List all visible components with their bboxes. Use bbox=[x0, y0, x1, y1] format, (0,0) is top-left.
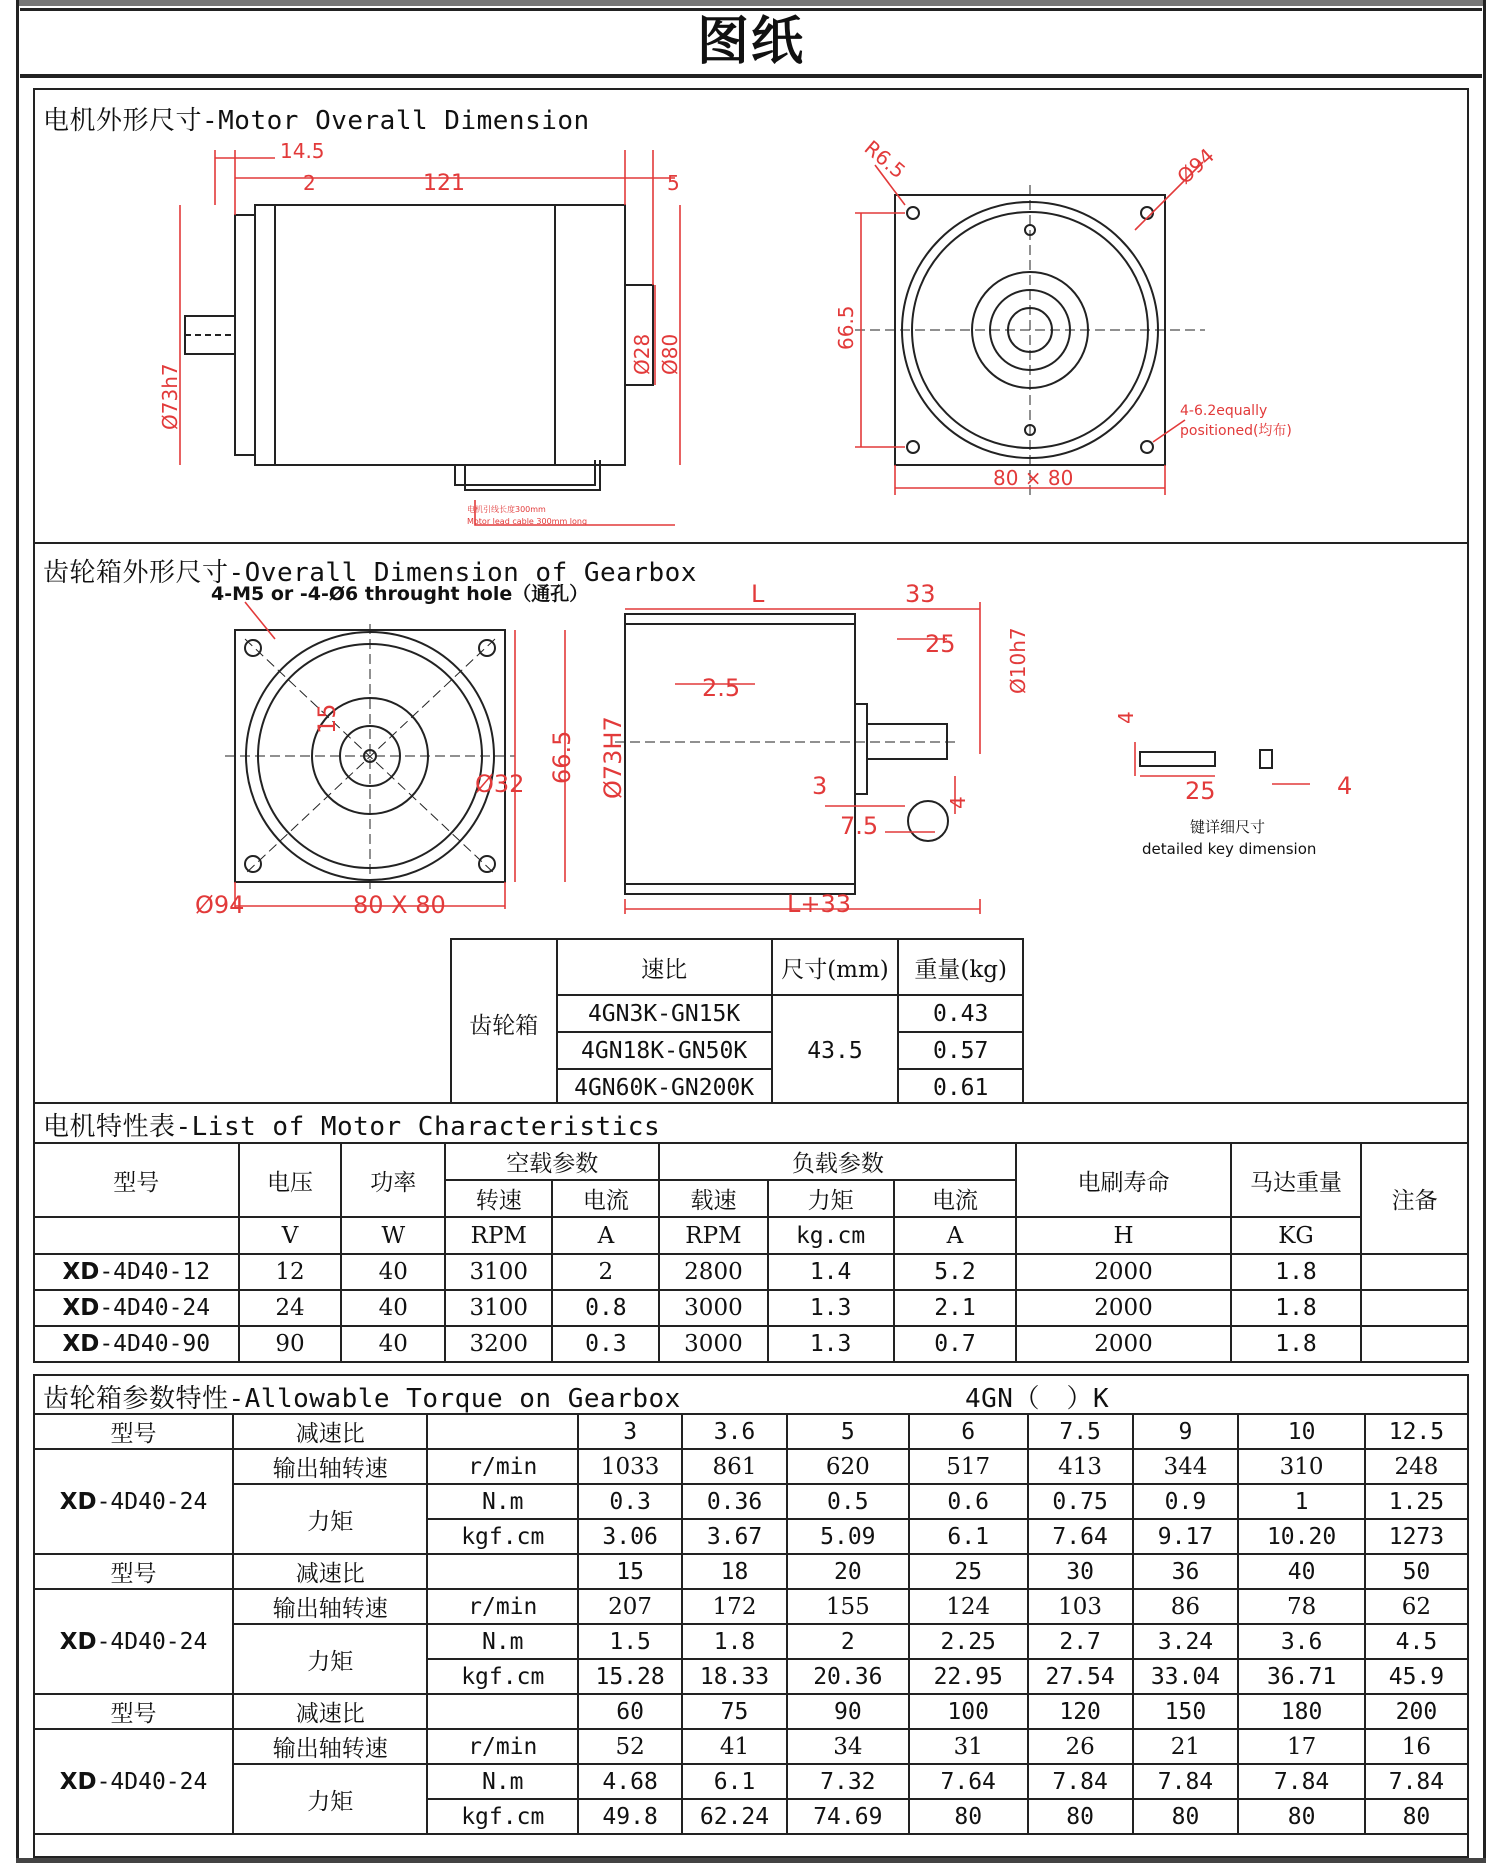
model-cell bbox=[34, 1589, 233, 1694]
characteristics-panel bbox=[33, 1102, 1469, 1357]
speed-value: 344 bbox=[1133, 1449, 1239, 1484]
speed-value: 248 bbox=[1365, 1449, 1468, 1484]
hole-note: 4-M5 or -4-Ø6 throught hole（通孔） bbox=[211, 583, 589, 605]
model-cell bbox=[34, 1729, 233, 1834]
label-torque: 力矩 bbox=[233, 1624, 427, 1694]
ratio-value: 150 bbox=[1133, 1694, 1239, 1729]
kgf-value: 1273 bbox=[1365, 1519, 1468, 1554]
dim-phi32: Ø32 bbox=[475, 770, 525, 798]
page-title: 图纸 bbox=[696, 12, 805, 72]
dim-33: 33 bbox=[905, 580, 936, 608]
speed-value: 620 bbox=[787, 1449, 909, 1484]
ratio-value: 90 bbox=[787, 1694, 909, 1729]
label-torque: 力矩 bbox=[233, 1764, 427, 1834]
dim-g94: Ø94 bbox=[195, 891, 245, 919]
ratio-value: 40 bbox=[1238, 1554, 1364, 1589]
kgf-value: 80 bbox=[909, 1799, 1028, 1834]
kgf-value: 80 bbox=[1365, 1799, 1468, 1834]
speed-value: 34 bbox=[787, 1729, 909, 1764]
speed-value: 26 bbox=[1028, 1729, 1133, 1764]
brand-prefix: XD bbox=[62, 1295, 100, 1321]
label-speed: 输出轴转速 bbox=[233, 1729, 427, 1764]
kgf-value: 10.20 bbox=[1238, 1519, 1364, 1554]
nm-value: 1.8 bbox=[682, 1624, 787, 1659]
col-weight: 重量(kg) bbox=[898, 939, 1023, 995]
model-name: -4D40-24 bbox=[96, 1768, 208, 1795]
brand-prefix: XD bbox=[59, 1488, 97, 1515]
ratio-value: 3 bbox=[578, 1414, 682, 1449]
lrpm-cell: 2800 bbox=[659, 1254, 767, 1290]
weight-cell: 0.61 bbox=[898, 1069, 1023, 1107]
la-cell: 5.2 bbox=[894, 1254, 1017, 1290]
torque-title: 齿轮箱参数特性-Allowable Torque on Gearbox bbox=[43, 1384, 681, 1414]
h-current: 电流 bbox=[552, 1180, 659, 1217]
ratio-value: 50 bbox=[1365, 1554, 1468, 1589]
label-model: 型号 bbox=[34, 1694, 233, 1729]
h-lcurrent: 电流 bbox=[894, 1180, 1017, 1217]
weight-cell: 0.57 bbox=[898, 1032, 1023, 1069]
cable-note-en: Motor lead cable 300mm long bbox=[467, 517, 588, 526]
key-dim-4a: 4 bbox=[1114, 711, 1138, 724]
nm-value: 6.1 bbox=[682, 1764, 787, 1799]
v-cell: 24 bbox=[239, 1290, 342, 1326]
h-load: 负载参数 bbox=[659, 1143, 1016, 1180]
label-ratio: 减速比 bbox=[233, 1694, 427, 1729]
nm-value: 7.64 bbox=[909, 1764, 1028, 1799]
dim-80x80: 80 × 80 bbox=[993, 466, 1074, 490]
unit-lrpm: RPM bbox=[659, 1217, 767, 1254]
kg-cell: 1.8 bbox=[1231, 1290, 1362, 1326]
kgf-value: 5.09 bbox=[787, 1519, 909, 1554]
lrpm-cell: 3000 bbox=[659, 1326, 767, 1362]
cable-note-cn: 电机引线长度300mm bbox=[467, 505, 546, 514]
unit-rmin: r/min bbox=[427, 1729, 578, 1764]
nm-value: 0.9 bbox=[1133, 1484, 1239, 1519]
label-model: 型号 bbox=[34, 1414, 233, 1449]
ratio-value: 180 bbox=[1238, 1694, 1364, 1729]
unit-kgfcm: kgf.cm bbox=[427, 1799, 578, 1834]
nm-value: 4.68 bbox=[578, 1764, 682, 1799]
unit-kgfcm: kgf.cm bbox=[427, 1519, 578, 1554]
dim-14-5: 14.5 bbox=[280, 139, 325, 163]
bottom-bar bbox=[16, 1858, 1486, 1863]
h-torque: 力矩 bbox=[768, 1180, 894, 1217]
rpm-cell: 3100 bbox=[445, 1290, 552, 1326]
dim-73H7: Ø73H7 bbox=[599, 716, 627, 799]
dim-phi94: Ø94 bbox=[1172, 143, 1219, 189]
dim-5: 5 bbox=[667, 171, 680, 195]
model-cell bbox=[34, 1449, 233, 1554]
h-voltage: 电压 bbox=[239, 1143, 342, 1217]
speed-value: 62 bbox=[1365, 1589, 1468, 1624]
dim-73h7: Ø73h7 bbox=[158, 363, 182, 430]
speed-value: 16 bbox=[1365, 1729, 1468, 1764]
unit-kgfcm: kgf.cm bbox=[427, 1659, 578, 1694]
kgf-value: 9.17 bbox=[1133, 1519, 1239, 1554]
nm-value: 7.32 bbox=[787, 1764, 909, 1799]
h-cell: 2000 bbox=[1016, 1254, 1230, 1290]
unit-blank bbox=[427, 1554, 578, 1589]
characteristics-table bbox=[33, 1142, 1469, 1363]
nm-value: 0.36 bbox=[682, 1484, 787, 1519]
nm-value: 7.84 bbox=[1365, 1764, 1468, 1799]
kgf-value: 36.71 bbox=[1238, 1659, 1364, 1694]
ratio-value: 25 bbox=[909, 1554, 1028, 1589]
label-ratio: 减速比 bbox=[233, 1554, 427, 1589]
unit-w: W bbox=[341, 1217, 445, 1254]
a-cell: 0.8 bbox=[552, 1290, 659, 1326]
table-row bbox=[34, 1290, 1468, 1326]
rpm-cell: 3100 bbox=[445, 1254, 552, 1290]
unit-a: A bbox=[552, 1217, 659, 1254]
label-torque: 力矩 bbox=[233, 1484, 427, 1554]
speed-value: 517 bbox=[909, 1449, 1028, 1484]
unit-rpm: RPM bbox=[445, 1217, 552, 1254]
dim-7-5: 7.5 bbox=[840, 812, 879, 840]
model-name: -4D40-24 bbox=[96, 1488, 208, 1515]
ratio-value: 9 bbox=[1133, 1414, 1239, 1449]
label-speed: 输出轴转速 bbox=[233, 1449, 427, 1484]
model-cell: -4D40-12 bbox=[99, 1259, 211, 1285]
unit-nm: N.m bbox=[427, 1764, 578, 1799]
dim-4: 4 bbox=[946, 796, 970, 809]
nm-value: 0.75 bbox=[1028, 1484, 1133, 1519]
ratio-value: 120 bbox=[1028, 1694, 1133, 1729]
speed-value: 861 bbox=[682, 1449, 787, 1484]
ratio-value: 30 bbox=[1028, 1554, 1133, 1589]
nm-value: 3.24 bbox=[1133, 1624, 1239, 1659]
title-banner bbox=[20, 8, 1482, 78]
gearbox-dimension-panel bbox=[33, 542, 1469, 1104]
t-cell: 1.3 bbox=[768, 1290, 894, 1326]
key-caption-cn: 键详细尺寸 bbox=[1190, 818, 1266, 836]
nm-value: 0.3 bbox=[578, 1484, 682, 1519]
ratio-value: 12.5 bbox=[1365, 1414, 1468, 1449]
kgf-value: 20.36 bbox=[787, 1659, 909, 1694]
h-noload: 空载参数 bbox=[445, 1143, 659, 1180]
unit-nm: N.m bbox=[427, 1484, 578, 1519]
gearbox-section-title: 齿轮箱外形尺寸-Overall Dimension of Gearbox bbox=[43, 558, 697, 588]
speed-value: 310 bbox=[1238, 1449, 1364, 1484]
ratio-value: 36 bbox=[1133, 1554, 1239, 1589]
kgf-value: 15.28 bbox=[578, 1659, 682, 1694]
nm-value: 0.6 bbox=[909, 1484, 1028, 1519]
kgf-value: 3.67 bbox=[682, 1519, 787, 1554]
torque-panel bbox=[33, 1374, 1469, 1858]
dim-15: 15 bbox=[313, 703, 341, 734]
ratio-value: 75 bbox=[682, 1694, 787, 1729]
speed-value: 413 bbox=[1028, 1449, 1133, 1484]
nm-value: 1 bbox=[1238, 1484, 1364, 1519]
a-cell: 0.3 bbox=[552, 1326, 659, 1362]
speed-value: 207 bbox=[578, 1589, 682, 1624]
kgf-value: 7.64 bbox=[1028, 1519, 1133, 1554]
dim-25: 25 bbox=[925, 630, 956, 658]
ratio-value: 200 bbox=[1365, 1694, 1468, 1729]
unit-kg: KG bbox=[1231, 1217, 1362, 1254]
unit-v: V bbox=[239, 1217, 342, 1254]
weight-cell: 0.43 bbox=[898, 995, 1023, 1032]
t-cell: 1.3 bbox=[768, 1326, 894, 1362]
characteristics-title: 电机特性表-List of Motor Characteristics bbox=[43, 1112, 661, 1142]
motor-section-title: 电机外形尺寸-Motor Overall Dimension bbox=[43, 106, 590, 136]
h-note: 注备 bbox=[1361, 1143, 1468, 1254]
col-size: 尺寸(mm) bbox=[772, 939, 899, 995]
w-cell: 40 bbox=[341, 1326, 445, 1362]
kgf-value: 74.69 bbox=[787, 1799, 909, 1834]
ratio-value: 60 bbox=[578, 1694, 682, 1729]
nm-value: 4.5 bbox=[1365, 1624, 1468, 1659]
nm-value: 2.25 bbox=[909, 1624, 1028, 1659]
speed-value: 103 bbox=[1028, 1589, 1133, 1624]
h-lspeed: 载速 bbox=[659, 1180, 767, 1217]
nm-value: 7.84 bbox=[1028, 1764, 1133, 1799]
h-life: 电刷寿命 bbox=[1016, 1143, 1230, 1217]
speed-value: 172 bbox=[682, 1589, 787, 1624]
v-cell: 90 bbox=[239, 1326, 342, 1362]
kgf-value: 49.8 bbox=[578, 1799, 682, 1834]
ratio-value: 15 bbox=[578, 1554, 682, 1589]
dim-28: Ø28 bbox=[630, 333, 654, 375]
size-cell: 43.5 bbox=[772, 995, 899, 1107]
h-cell: 2000 bbox=[1016, 1326, 1230, 1362]
model-cell: -4D40-90 bbox=[99, 1331, 211, 1357]
nm-value: 1.5 bbox=[578, 1624, 682, 1659]
h-model: 型号 bbox=[34, 1143, 239, 1217]
ratio-value: 3.6 bbox=[682, 1414, 787, 1449]
ratio-cell: 4GN3K-GN15K bbox=[557, 995, 772, 1032]
v-cell: 12 bbox=[239, 1254, 342, 1290]
h-speed: 转速 bbox=[445, 1180, 552, 1217]
nm-value: 7.84 bbox=[1238, 1764, 1364, 1799]
speed-value: 155 bbox=[787, 1589, 909, 1624]
dim-80: Ø80 bbox=[658, 333, 682, 375]
speed-value: 17 bbox=[1238, 1729, 1364, 1764]
la-cell: 0.7 bbox=[894, 1326, 1017, 1362]
ratio-value: 10 bbox=[1238, 1414, 1364, 1449]
nm-value: 1.25 bbox=[1365, 1484, 1468, 1519]
h-weight: 马达重量 bbox=[1231, 1143, 1362, 1217]
motor-drawing bbox=[35, 90, 1467, 542]
nm-value: 0.5 bbox=[787, 1484, 909, 1519]
holes-note-1: 4-6.2equally bbox=[1180, 403, 1268, 419]
dim-g66-5: 66.5 bbox=[548, 730, 576, 784]
holes-note-2: positioned(均布) bbox=[1180, 423, 1292, 439]
label-speed: 输出轴转速 bbox=[233, 1589, 427, 1624]
note-cell bbox=[1361, 1290, 1468, 1326]
kgf-value: 80 bbox=[1238, 1799, 1364, 1834]
row-head-gearbox: 齿轮箱 bbox=[451, 939, 557, 1107]
kgf-value: 22.95 bbox=[909, 1659, 1028, 1694]
label-ratio: 减速比 bbox=[233, 1414, 427, 1449]
key-dim-25: 25 bbox=[1185, 777, 1216, 805]
ratio-value: 5 bbox=[787, 1414, 909, 1449]
label-model: 型号 bbox=[34, 1554, 233, 1589]
nm-value: 2.7 bbox=[1028, 1624, 1133, 1659]
rpm-cell: 3200 bbox=[445, 1326, 552, 1362]
kgf-value: 3.06 bbox=[578, 1519, 682, 1554]
kgf-value: 80 bbox=[1133, 1799, 1239, 1834]
speed-value: 78 bbox=[1238, 1589, 1364, 1624]
h-cell: 2000 bbox=[1016, 1290, 1230, 1326]
kgf-value: 27.54 bbox=[1028, 1659, 1133, 1694]
w-cell: 40 bbox=[341, 1254, 445, 1290]
gearbox-drawing bbox=[35, 544, 1467, 924]
dim-10h7: Ø10h7 bbox=[1006, 627, 1030, 694]
dim-r6-5: R6.5 bbox=[859, 135, 911, 184]
unit-blank bbox=[34, 1217, 239, 1254]
ratio-value: 7.5 bbox=[1028, 1414, 1133, 1449]
unit-h: H bbox=[1016, 1217, 1230, 1254]
speed-value: 21 bbox=[1133, 1729, 1239, 1764]
nm-value: 3.6 bbox=[1238, 1624, 1364, 1659]
motor-dimension-panel bbox=[33, 88, 1469, 544]
unit-blank bbox=[427, 1414, 578, 1449]
note-cell bbox=[1361, 1254, 1468, 1290]
kgf-value: 33.04 bbox=[1133, 1659, 1239, 1694]
brand-prefix: XD bbox=[59, 1768, 97, 1795]
unit-blank bbox=[427, 1694, 578, 1729]
dim-121: 121 bbox=[423, 171, 465, 196]
dim-L: L bbox=[751, 580, 765, 608]
lrpm-cell: 3000 bbox=[659, 1290, 767, 1326]
ratio-cell: 4GN18K-GN50K bbox=[557, 1032, 772, 1069]
unit-nm: N.m bbox=[427, 1624, 578, 1659]
dim-2: 2 bbox=[303, 171, 316, 195]
kgf-value: 6.1 bbox=[909, 1519, 1028, 1554]
speed-value: 86 bbox=[1133, 1589, 1239, 1624]
kgf-value: 45.9 bbox=[1365, 1659, 1468, 1694]
unit-la: A bbox=[894, 1217, 1017, 1254]
unit-kgcm: kg.cm bbox=[768, 1217, 894, 1254]
ratio-value: 18 bbox=[682, 1554, 787, 1589]
key-caption-en: detailed key dimension bbox=[1142, 840, 1317, 858]
gearbox-code: 4GN（ ）K bbox=[965, 1384, 1110, 1414]
key-dim-4b: 4 bbox=[1337, 772, 1353, 800]
nm-value: 2 bbox=[787, 1624, 909, 1659]
dim-3: 3 bbox=[812, 772, 828, 800]
gearbox-weight-table bbox=[450, 938, 1024, 1108]
unit-rmin: r/min bbox=[427, 1449, 578, 1484]
speed-value: 124 bbox=[909, 1589, 1028, 1624]
brand-prefix: XD bbox=[62, 1259, 100, 1285]
col-ratio: 速比 bbox=[557, 939, 772, 995]
unit-rmin: r/min bbox=[427, 1589, 578, 1624]
a-cell: 2 bbox=[552, 1254, 659, 1290]
speed-value: 52 bbox=[578, 1729, 682, 1764]
w-cell: 40 bbox=[341, 1290, 445, 1326]
table-row bbox=[34, 1326, 1468, 1362]
ratio-value: 6 bbox=[909, 1414, 1028, 1449]
ratio-value: 20 bbox=[787, 1554, 909, 1589]
dim-L33: L+33 bbox=[787, 890, 852, 918]
note-cell bbox=[1361, 1326, 1468, 1362]
model-cell: -4D40-24 bbox=[99, 1295, 211, 1321]
brand-prefix: XD bbox=[59, 1628, 97, 1655]
speed-value: 41 bbox=[682, 1729, 787, 1764]
h-power: 功率 bbox=[341, 1143, 445, 1217]
kgf-value: 62.24 bbox=[682, 1799, 787, 1834]
dim-66-5: 66.5 bbox=[834, 305, 858, 350]
kgf-value: 80 bbox=[1028, 1799, 1133, 1834]
speed-value: 1033 bbox=[578, 1449, 682, 1484]
nm-value: 7.84 bbox=[1133, 1764, 1239, 1799]
model-name: -4D40-24 bbox=[96, 1628, 208, 1655]
kg-cell: 1.8 bbox=[1231, 1254, 1362, 1290]
kg-cell: 1.8 bbox=[1231, 1326, 1362, 1362]
torque-table bbox=[33, 1413, 1469, 1835]
la-cell: 2.1 bbox=[894, 1290, 1017, 1326]
table-row bbox=[34, 1254, 1468, 1290]
t-cell: 1.4 bbox=[768, 1254, 894, 1290]
kgf-value: 18.33 bbox=[682, 1659, 787, 1694]
ratio-cell: 4GN60K-GN200K bbox=[557, 1069, 772, 1107]
dim-2-5: 2.5 bbox=[702, 674, 741, 702]
speed-value: 31 bbox=[909, 1729, 1028, 1764]
ratio-value: 100 bbox=[909, 1694, 1028, 1729]
dim-80x80-gearbox: 80 X 80 bbox=[353, 891, 446, 919]
brand-prefix: XD bbox=[62, 1331, 100, 1357]
